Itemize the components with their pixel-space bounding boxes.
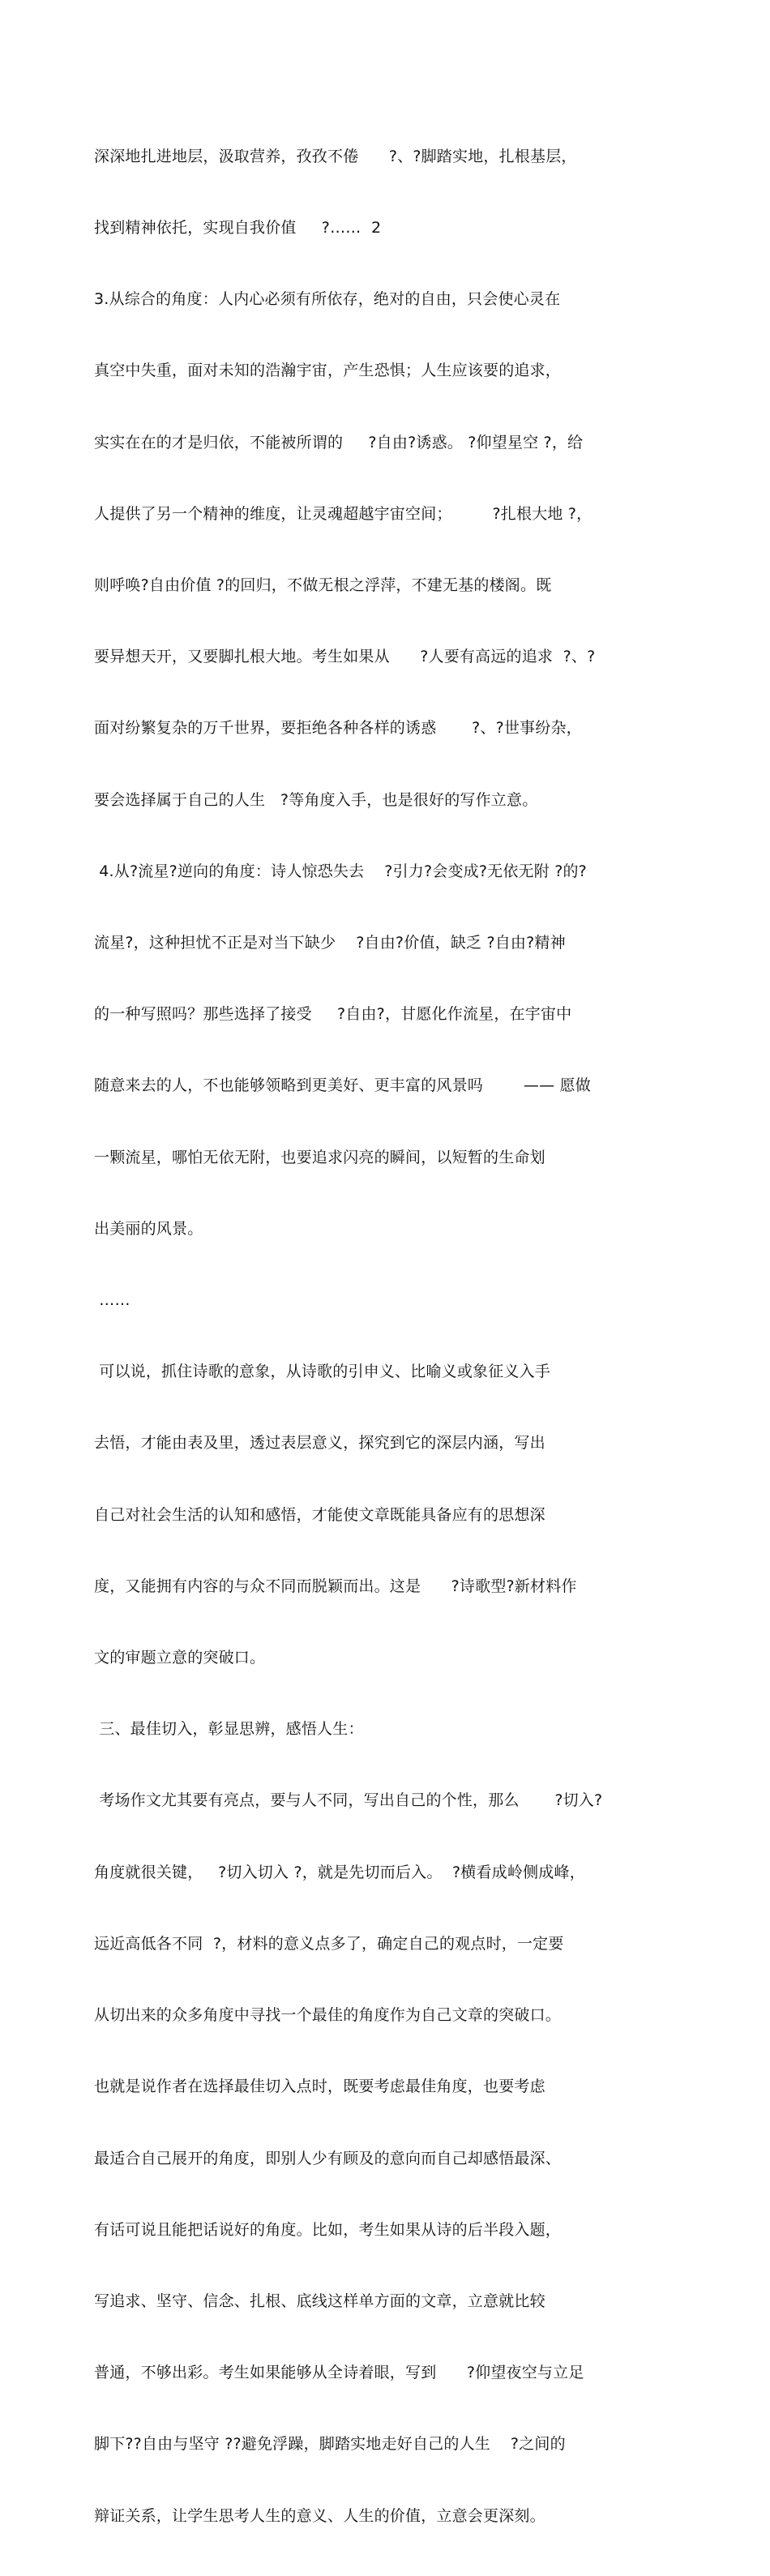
text-line: 考场作文尤其要有亮点，要与人不同，写出自己的个性，那么 ?切入? — [94, 1791, 603, 1810]
text-line: 角度就很关键， ?切入切入 ?，就是先切而后入。 ?横看成岭侧成峰， — [94, 1863, 585, 1881]
text-line: 最适合自己展开的角度，即别人少有顾及的意向而自己却感悟最深、 — [94, 2149, 562, 2167]
text-line: 写追求、坚守、信念、扎根、底线这样单方面的文章，立意就比较 — [94, 2291, 545, 2310]
text-line: 3.从综合的角度：人内心必须有所依存，绝对的自由，只会使心灵在 — [94, 290, 561, 309]
text-line: 三、最佳切入，彰显思辨，感悟人生： — [94, 1720, 364, 1739]
text-line: 要会选择属于自己的人生 ?等角度入手，也是很好的写作立意。 — [94, 790, 538, 809]
text-line: 从切出来的众多角度中寻找一个最佳的角度作为自己文章的突破口。 — [94, 2006, 562, 2025]
text-line: 度，又能拥有内容的与众不同而脱颖而出。这是 ?诗歌型?新材料作 — [94, 1577, 577, 1595]
text-line: 自己对社会生活的认知和感悟，才能使文章既能具备应有的思想深 — [94, 1505, 545, 1524]
text-line: 一颗流星，哪怕无依无附，也要追求闪亮的瞬间，以短暂的生命划 — [94, 1148, 545, 1166]
text-line: 也就是说作者在选择最佳切入点时，既要考虑最佳角度，也要考虑 — [94, 2077, 545, 2096]
text-line: 面对纷繁复杂的万千世界，要拒绝各种各样的诱惑 ?、?世事纷杂， — [94, 719, 582, 738]
text-line: 出美丽的风景。 — [94, 1219, 203, 1238]
text-line: 流星?，这种担忧不正是对当下缺少 ?自由?价值，缺乏 ?自由?精神 — [94, 934, 566, 952]
text-line: 找到精神依托，实现自我价值 ?…… 2 — [94, 219, 382, 237]
text-line: 远近高低各不同 ?，材料的意义点多了，确定自己的观点时，一定要 — [94, 1934, 564, 1953]
text-line: 有话可说且能把话说好的角度。比如，考生如果从诗的后半段入题， — [94, 2220, 562, 2239]
text-line: 真空中失重，面对未知的浩瀚宇宙，产生恐惧；人生应该要的追求， — [94, 362, 562, 380]
text-line: 去悟，才能由表及里，透过表层意义，探究到它的深层内涵，写出 — [94, 1434, 545, 1453]
text-line: 辩证关系，让学生思考人生的意义、人生的价值，立意会更深刻。 — [94, 2506, 545, 2525]
text-line: …… — [94, 1291, 130, 1310]
text-line: 的一种写照吗？那些选择了接受 ?自由?，甘愿化作流星，在宇宙中 — [94, 1005, 572, 1024]
text-line: 要异想天开，又要脚扎根大地。考生如果从 ?人要有高远的追求 ?、? — [94, 648, 596, 666]
text-line: 文的审题立意的突破口。 — [94, 1649, 266, 1667]
text-line: 普通，不够出彩。考生如果能够从全诗着眼，写到 ?仰望夜空与立足 — [94, 2364, 584, 2382]
text-line: 则呼唤?自由价值 ?的回归，不做无根之浮萍，不建无基的楼阁。既 — [94, 576, 552, 595]
text-line: 人提供了另一个精神的维度，让灵魂超越宇宙空间； ?扎根大地 ?， — [94, 504, 592, 523]
text-line: 实实在在的才是归依，不能被所谓的 ?自由?诱惑。 ?仰望星空 ?，给 — [94, 433, 584, 451]
document-body — [94, 97, 710, 2576]
text-line: 脚下??自由与坚守 ??避免浮躁，脚踏实地走好自己的人生 ?之间的 — [94, 2435, 566, 2454]
text-line: 深深地扎进地层，汲取营养，孜孜不倦 ?、?脚踏实地，扎根基层， — [94, 147, 577, 165]
text-line: 4.从?流星?逆向的角度：诗人惊恐失去 ?引力?会变成?无依无附 ?的? — [94, 862, 587, 880]
text-line: 可以说，抓住诗歌的意象，从诗歌的引申义、比喻义或象征义入手 — [94, 1363, 551, 1381]
text-line: 随意来去的人，不也能够领略到更美好、更丰富的风景吗 —— 愿做 — [94, 1076, 591, 1095]
